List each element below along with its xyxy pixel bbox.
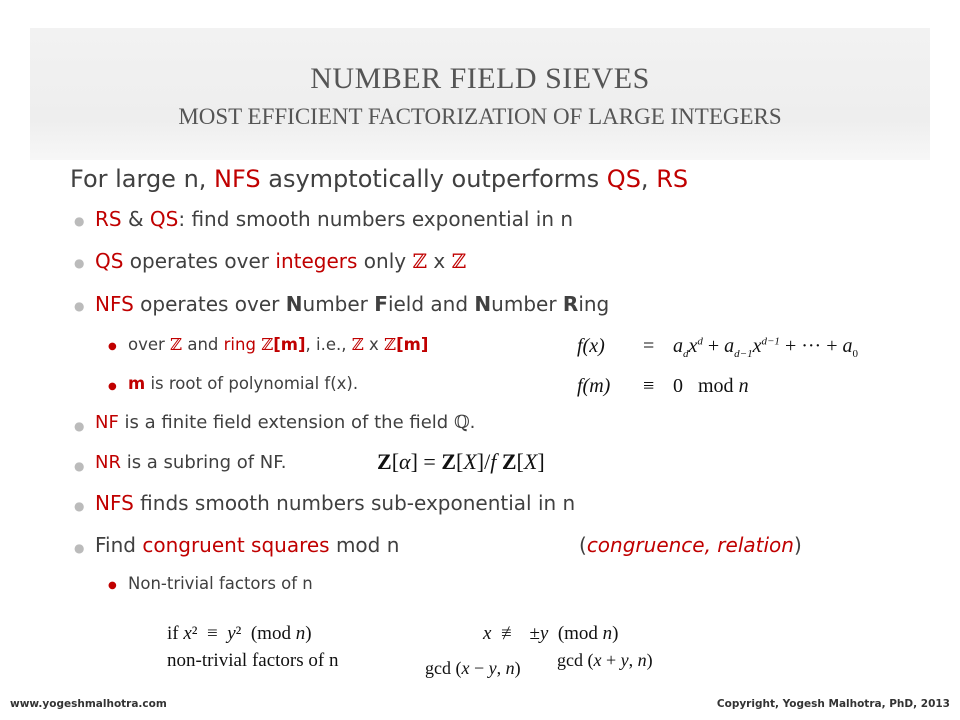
- lead-comma: ,: [640, 165, 657, 193]
- integers-symbol: ℤ: [261, 335, 274, 354]
- nontrivial-factors-label: non-trivial factors of n: [167, 650, 339, 671]
- text: x: [427, 249, 452, 273]
- integers-symbol: ℤ: [351, 335, 364, 354]
- bullet-dot-icon: ●: [74, 256, 85, 270]
- term-congruence-relation: congruence, relation: [586, 533, 794, 557]
- lead-text-2: asymptotically outperforms: [260, 165, 607, 193]
- congruence-relation-note: [579, 533, 802, 557]
- rationals-symbol: ℚ: [453, 412, 470, 433]
- text: &: [121, 207, 150, 231]
- text: operates over: [133, 292, 286, 316]
- integers-symbol: ℤ: [384, 335, 397, 354]
- root-condition: 0 mod n: [673, 375, 749, 397]
- lead-nfs: NFS: [214, 165, 261, 193]
- text: over: [128, 335, 171, 354]
- polynomial-formula: [575, 331, 925, 411]
- lead-statement: [70, 165, 688, 193]
- fx-label: f(x): [577, 335, 605, 357]
- text: Non-trivial factors of n: [128, 574, 313, 593]
- bullet-rs-qs: [95, 207, 573, 231]
- equiv-sign: ≡: [643, 375, 655, 397]
- sub-bullet-over-z-ring: [128, 335, 428, 354]
- term-m: [m]: [396, 335, 429, 354]
- text: , i.e.,: [305, 335, 352, 354]
- lead-qs: QS: [606, 165, 641, 193]
- integers-symbol: ℤ: [170, 335, 183, 354]
- gcd-minus: gcd (x − y, n): [425, 658, 521, 678]
- integers-symbol: ℤ: [451, 249, 467, 273]
- bullet-nfs-number-field: [95, 292, 609, 316]
- term-nr: NR: [95, 452, 121, 473]
- term-congruent-squares: congruent squares: [142, 533, 330, 557]
- emph: N: [474, 292, 492, 316]
- footer-copyright: Copyright, Yogesh Malhotra, PhD, 2013: [716, 698, 950, 710]
- text: umber: [302, 292, 375, 316]
- gcd-plus: gcd (x + y, n): [557, 650, 653, 670]
- bullet-qs-integers: [95, 249, 466, 273]
- text: .: [469, 412, 476, 433]
- term-nf: NF: [95, 412, 119, 433]
- term-qs: QS: [95, 249, 124, 273]
- lead-rs: RS: [656, 165, 689, 193]
- text: ield and: [387, 292, 475, 316]
- term-rs: RS: [95, 207, 122, 231]
- emph: F: [374, 292, 388, 316]
- bullet-dot-icon: ●: [74, 214, 85, 228]
- bullet-dot-icon: ●: [74, 499, 85, 513]
- bullet-nfs-subexponential: [95, 491, 575, 515]
- sub-bullet-dot-icon: ●: [108, 580, 117, 591]
- lead-text: For large n,: [70, 165, 215, 193]
- text: mod n: [329, 533, 400, 557]
- text: only: [357, 249, 413, 273]
- bullet-congruent-squares: [95, 533, 399, 557]
- text: umber: [491, 292, 563, 316]
- text: operates over: [123, 249, 276, 273]
- bullet-dot-icon: ●: [74, 541, 85, 555]
- term-qs: QS: [149, 207, 179, 231]
- term-ring: ring: [223, 335, 262, 354]
- term-m: [m]: [273, 335, 306, 354]
- sub-bullet-dot-icon: ●: [108, 341, 117, 352]
- text: finds smooth numbers sub-exponential in n: [133, 491, 576, 515]
- fm-label: f(m): [577, 375, 611, 397]
- sub-bullet-dot-icon: ●: [108, 381, 117, 392]
- bullet-dot-icon: ●: [74, 299, 85, 313]
- text: is root of polynomial f(x).: [145, 374, 359, 393]
- emph: R: [562, 292, 579, 316]
- sub-bullet-m-root: [128, 374, 358, 393]
- equals-sign: =: [643, 335, 655, 357]
- integers-symbol: ℤ: [412, 249, 428, 273]
- text: and: [182, 335, 224, 354]
- bullet-dot-icon: ●: [74, 419, 85, 433]
- slide-title: NUMBER FIELD SIEVES: [310, 62, 650, 95]
- bullet-nr-definition: [95, 452, 286, 473]
- ring-quotient-formula: Z[α] = Z[X]/f Z[X]: [377, 449, 545, 474]
- term-nfs: NFS: [95, 292, 134, 316]
- text: Find: [95, 533, 143, 557]
- term-m: m: [128, 374, 146, 393]
- text: : find smooth numbers exponential in n: [178, 207, 574, 231]
- congruence-condition-1: if x² ≡ y² (mod n): [167, 623, 312, 644]
- term-integers: integers: [275, 249, 358, 273]
- term-nfs: NFS: [95, 491, 134, 515]
- sub-bullet-nontrivial: [128, 574, 313, 593]
- text: ing: [578, 292, 610, 316]
- text: x: [363, 335, 385, 354]
- emph: N: [285, 292, 303, 316]
- text: is a subring of NF.: [120, 452, 287, 473]
- polynomial-expression: $a_dx^d + a_{d-1}x^{d-1}$ + ··· + $a_0$: [673, 335, 858, 360]
- footer-website: www.yogeshmalhotra.com: [10, 698, 167, 710]
- bullet-nf-definition: [95, 412, 475, 433]
- paren: (: [579, 533, 587, 557]
- slide-subtitle: MOST EFFICIENT FACTORIZATION OF LARGE INTEGERS: [178, 104, 782, 129]
- paren: ): [793, 533, 802, 557]
- congruence-condition-2: x ≢ ±y (mod n): [483, 623, 619, 644]
- bullet-dot-icon: ●: [74, 459, 85, 473]
- text: is a finite field extension of the field: [118, 412, 454, 433]
